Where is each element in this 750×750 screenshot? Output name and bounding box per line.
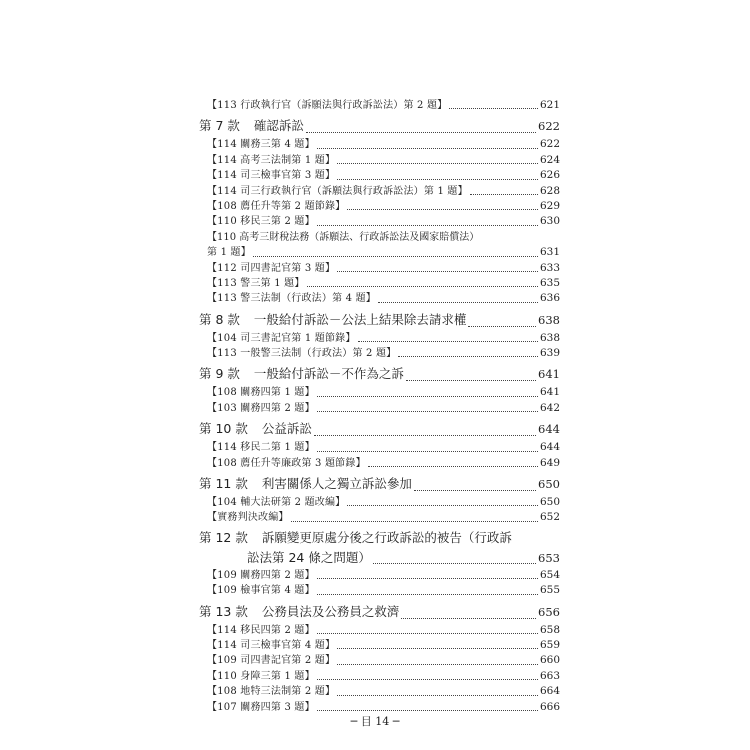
entry-page-number: 621 [539,98,560,111]
toc-entry [199,669,560,684]
entry-label: 【110 移民三第 2 題】 [207,216,315,228]
entry-page-number: 638 [539,331,560,344]
toc-entry [199,653,560,668]
dot-leader [307,285,538,287]
section-title: 確認訴訟 [253,118,304,134]
section-title: 一般給付訴訟－公法上結果除去請求權 [253,311,467,327]
entry-label: 【108 薦任升等廉政第 3 題節錄】 [207,457,366,469]
section-page-number: 644 [538,422,560,437]
section-title: 訴願變更原處分後之行政訴訟的被告（行政訴 [261,529,512,545]
toc-entry [199,346,560,361]
entry-page-number: 659 [539,638,560,651]
dot-leader [368,465,538,467]
section-number: 第 12 款 [199,529,248,545]
entry-page-number: 660 [539,654,560,667]
dot-leader [337,663,538,665]
entry-label: 【113 行政執行官（訴願法與行政訴訟法）第 2 題】 [207,99,448,111]
toc-entry [199,510,560,525]
toc-entry [199,456,560,471]
toc-entry [199,184,560,199]
entry-label: 【109 關務四第 2 題】 [207,569,315,581]
entry-label: 【103 關務四第 2 題】 [207,402,315,414]
entry-page-number: 664 [539,685,560,698]
toc-entry [199,153,560,168]
dot-leader [406,379,536,381]
section-page-number: 638 [538,312,560,327]
entry-label: 【107 關務四第 3 題】 [207,701,315,713]
section-number: 第 9 款 [199,366,240,382]
section-title: 公益訴訟 [261,421,312,437]
entry-label: 【108 關務四第 1 題】 [207,387,315,399]
dot-leader [317,678,538,680]
section-number: 第 10 款 [199,421,248,437]
entry-label: 【114 移民四第 2 題】 [207,624,315,636]
dot-leader [317,147,538,149]
toc-entry [199,495,560,510]
entry-page-number: 626 [539,169,560,182]
toc-entry [199,291,560,306]
section-title: 公務員法及公務員之救濟 [261,603,400,619]
toc-entry [199,137,560,152]
toc-section-heading [199,309,560,331]
dot-leader [337,162,538,164]
dot-leader [378,301,538,303]
table-of-contents [199,98,560,715]
entry-page-number: 639 [539,347,560,360]
entry-label: 【114 司三行政執行官（訴願法與行政訴訟法）第 1 題】 [207,185,468,197]
entry-page-number: 666 [539,700,560,713]
toc-entry [199,199,560,214]
section-page-number: 653 [538,550,560,565]
entry-label: 【114 高考三法制第 1 題】 [207,154,336,166]
toc-entry [199,214,560,229]
entry-page-number: 641 [539,386,560,399]
section-number: 第 11 款 [199,476,248,492]
entry-label: 【110 身障三第 1 題】 [207,670,315,682]
entry-page-number: 633 [539,261,560,274]
toc-entry [199,331,560,346]
dot-leader [373,562,536,564]
entry-label: 【104 輔大法研第 2 題改編】 [207,497,346,509]
section-page-number: 622 [538,119,560,134]
dot-leader [337,694,538,696]
dot-leader [317,450,538,452]
entry-label: 【109 檢事官第 4 題】 [207,585,315,597]
entry-label: 【114 關務三第 4 題】 [207,139,315,151]
entry-page-number: 650 [539,496,560,509]
toc-entry [199,684,560,699]
section-number: 第 8 款 [199,311,240,327]
entry-page-number: 642 [539,401,560,414]
toc-section-heading [199,418,560,440]
entry-page-number: 654 [539,568,560,581]
toc-entry [199,568,560,583]
page-footer: ─ 目 14 ─ [350,715,400,728]
entry-page-number: 644 [539,441,560,454]
dot-leader [398,355,538,357]
dot-leader [314,434,536,436]
section-page-number: 650 [538,477,560,492]
dot-leader [337,647,538,649]
section-title: 利害關係人之獨立訴訟參加 [261,476,412,492]
section-title-continued: 訟法第 24 條之問題） [247,549,371,565]
dot-leader [317,395,538,397]
entry-label: 【114 司三檢事官第 3 題】 [207,170,336,182]
section-number: 第 7 款 [199,118,240,134]
entry-label: 【113 警三第 1 題】 [207,277,305,289]
toc-entry [199,623,560,638]
dot-leader [337,270,538,272]
dot-leader [317,593,538,595]
dot-leader [358,340,538,342]
dot-leader [347,208,538,210]
dot-leader [317,577,538,579]
toc-entry-line1: 【110 高考三財稅法務（訴願法、行政訴訟法及國家賠償法） [207,231,480,243]
entry-label: 【108 薦任升等第 2 題節錄】 [207,200,346,212]
entry-label: 【114 移民二第 1 題】 [207,442,315,454]
toc-section-heading [199,601,560,623]
entry-label: 【114 司三檢事官第 4 題】 [207,639,336,651]
entry-page-number: 629 [539,199,560,212]
toc-entry [199,638,560,653]
dot-leader [317,410,538,412]
entry-page-number: 663 [539,669,560,682]
entry-label-continued: 第 1 題】 [207,247,251,259]
dot-leader [401,617,536,619]
entry-page-number: 658 [539,623,560,636]
toc-entry [199,583,560,598]
section-title: 一般給付訴訟－不作為之訴 [253,366,404,382]
dot-leader [317,224,538,226]
entry-label: 【108 地特三法制第 2 題】 [207,686,336,698]
toc-entry [199,401,560,416]
toc-entry [199,98,560,113]
entry-page-number: 630 [539,215,560,228]
entry-page-number: 652 [539,511,560,524]
toc-section-heading-line2 [199,548,560,568]
entry-page-number: 649 [539,456,560,469]
dot-leader [317,632,538,634]
toc-section-heading [199,115,560,137]
entry-label: 【113 一般警三法制（行政法）第 2 題】 [207,348,397,360]
entry-label: 【實務判決改編】 [207,512,289,524]
toc-section-heading [199,473,560,495]
dot-leader [317,709,538,711]
dot-leader [468,325,536,327]
dot-leader [337,178,538,180]
entry-page-number: 624 [539,153,560,166]
entry-page-number: 631 [539,246,560,259]
toc-entry [199,245,560,260]
toc-section-heading [199,363,560,385]
dot-leader [414,489,536,491]
toc-entry [199,276,560,291]
section-number: 第 13 款 [199,603,248,619]
dot-leader [470,193,538,195]
entry-page-number: 636 [539,292,560,305]
toc-entry [199,385,560,400]
toc-entry [199,168,560,183]
entry-page-number: 655 [539,584,560,597]
entry-label: 【113 警三法制（行政法）第 4 題】 [207,293,376,305]
entry-page-number: 635 [539,276,560,289]
entry-label: 【112 司四書記官第 3 題】 [207,262,336,274]
entry-label: 【109 司四書記官第 2 題】 [207,655,336,667]
section-page-number: 656 [538,604,560,619]
dot-leader [449,107,538,109]
entry-page-number: 628 [539,184,560,197]
dot-leader [253,255,538,257]
section-page-number: 641 [538,367,560,382]
dot-leader [306,131,536,133]
dot-leader [291,520,538,522]
dot-leader [347,504,538,506]
entry-page-number: 622 [539,138,560,151]
toc-entry [199,261,560,276]
toc-entry [199,440,560,455]
entry-label: 【104 司三書記官第 1 題節錄】 [207,332,356,344]
toc-section-heading-line1 [199,528,560,548]
